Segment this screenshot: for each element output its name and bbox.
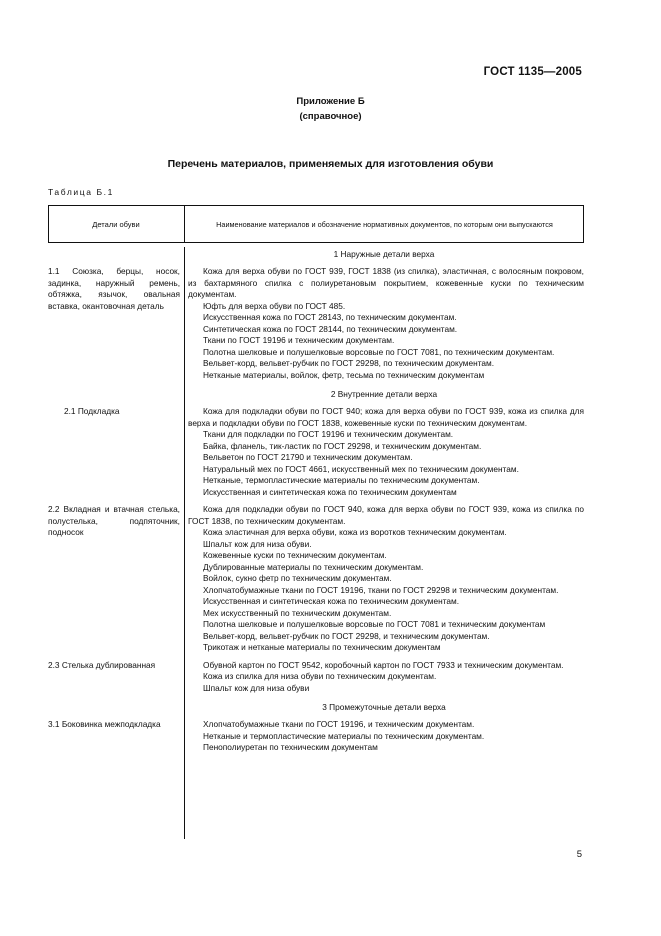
material-line: Хлопчатобумажные ткани по ГОСТ 19196, ткани по ГОСТ 29298 и техническим документам. xyxy=(203,584,559,595)
part-name: 2.2 Вкладная и втачная стелька, полустелька, подпяточник, подносок xyxy=(48,504,180,537)
material-line: Обувной картон по ГОСТ 9542, коробочный картон по ГОСТ 7933 и техническим документам. xyxy=(203,659,564,670)
material-line: Искусственная кожа по ГОСТ 28143, по техническим документам. xyxy=(203,312,457,322)
table-row xyxy=(48,719,584,754)
column-header-materials: Наименование материалов и обозначение нормативных документов, по которым они выпускаются xyxy=(216,219,553,229)
material-line: Нетканые, термопластические материалы по техническим документам. xyxy=(203,475,480,485)
material-line: Мех искусственный по техническим документам. xyxy=(203,607,392,618)
part-name: 3.1 Боковинка межподкладка xyxy=(48,719,161,729)
materials-table xyxy=(48,205,584,760)
material-line: Натуральный мех по ГОСТ 4661, искусственный мех по техническим документам. xyxy=(203,463,519,474)
table-row xyxy=(48,504,584,654)
material-line: Кожа для верха обуви по ГОСТ 939, ГОСТ 1838 (из спилка), эластичная, с волосяным покровом, из бахтармяного спилка с полиуретановым покрытием, кожевенные куски по техническим документам. xyxy=(188,266,584,299)
material-line: Нетканые материалы, войлок, фетр, тесьма по техническим документам xyxy=(203,369,485,380)
material-line: Юфть для верха обуви по ГОСТ 485. xyxy=(203,300,346,311)
appendix-heading xyxy=(0,94,661,124)
material-line: Войлок, сукно фетр по техническим документам. xyxy=(203,573,392,583)
material-line: Кожа из спилка для низа обуви по техническим документам. xyxy=(203,671,437,681)
table-row xyxy=(48,266,584,381)
material-line: Пенополиуретан по техническим документам xyxy=(203,742,378,752)
materials-cell xyxy=(184,719,584,754)
column-divider xyxy=(184,247,185,839)
material-line: Кожа для подкладки обуви по ГОСТ 940; кожа для верха обуви по ГОСТ 939, кожа из спилка для верха и подкладки обуви по ГОСТ 1838, кожевенные куски по техническим документам. xyxy=(188,406,584,428)
material-line: Кожевенные куски по техническим документам. xyxy=(203,550,387,560)
material-line: Трикотаж и нетканые материалы по техническим документам xyxy=(203,642,441,652)
part-name: 2.1 Подкладка xyxy=(64,406,120,416)
part-name: 1.1 Союзка, берцы, носок, задинка, наружный ремень, обтяжка, язычок, овальная вставка, окантовочная деталь xyxy=(48,266,180,311)
material-line: Байка, фланель, тик-ластик по ГОСТ 29298, и техническим документам. xyxy=(203,440,482,451)
section-title: 3 Промежуточные детали верха xyxy=(322,702,446,712)
table-row xyxy=(48,660,584,695)
material-line: Искусственная и синтетическая кожа по техническим документам xyxy=(203,486,457,497)
material-line: Шпальт кож для низа обуви xyxy=(203,682,310,693)
section-title: 1 Наружные детали верха xyxy=(333,249,435,259)
material-line: Хлопчатобумажные ткани по ГОСТ 19196, и техническим документам. xyxy=(203,719,475,729)
page-title: Перечень материалов, применяемых для изготовления обуви xyxy=(167,158,494,170)
document-code: ГОСТ 1135—2005 xyxy=(483,66,582,78)
material-line: Вельвет-корд, вельвет-рубчик по ГОСТ 29298, по техническим документам. xyxy=(203,358,495,368)
part-name: 2.3 Стелька дублированная xyxy=(48,659,156,670)
material-line: Полотна шелковые и полушелковые ворсовые по ГОСТ 7081, по техническим документам. xyxy=(203,346,555,357)
material-line: Дублированные материалы по техническим документам. xyxy=(203,561,424,572)
column-header-parts: Детали обуви xyxy=(48,206,185,242)
materials-cell xyxy=(184,266,584,381)
material-line: Вельвет-корд, вельвет-рубчик по ГОСТ 29298, и техническим документам. xyxy=(203,630,490,641)
materials-cell xyxy=(184,660,584,695)
material-line: Кожа для подкладки обуви по ГОСТ 940, кожа для верха обуви по ГОСТ 939, кожа из спилка по ГОСТ 1838, по техническим документам. xyxy=(188,504,584,526)
material-line: Искусственная и синтетическая кожа по техническим документам. xyxy=(203,596,460,606)
material-line: Нетканые и термопластические материалы по техническим документам. xyxy=(203,730,485,741)
material-line: Вельветон по ГОСТ 21790 и техническим документам. xyxy=(203,452,413,462)
appendix-label: Приложение Б xyxy=(296,96,365,107)
material-line: Синтетическая кожа по ГОСТ 28144, по техническим документам. xyxy=(203,323,458,334)
table-body xyxy=(48,247,584,754)
table-caption: Таблица Б.1 xyxy=(48,187,114,197)
section-title: 2 Внутренние детали верха xyxy=(330,389,438,399)
materials-cell xyxy=(184,504,584,654)
material-line: Кожа эластичная для верха обуви, кожа из воротков техническим документам. xyxy=(203,527,507,537)
table-header xyxy=(48,205,584,243)
material-line: Полотна шелковые и полушелковые ворсовые по ГОСТ 7081 и техническим документам xyxy=(203,619,546,629)
table-row xyxy=(48,406,584,498)
material-line: Шпальт кож для низа обуви. xyxy=(203,538,312,549)
appendix-note: (справочное) xyxy=(299,111,362,122)
page-number: 5 xyxy=(576,849,582,860)
material-line: Ткани по ГОСТ 19196 и техническим документам. xyxy=(203,335,395,345)
material-line: Ткани для подкладки по ГОСТ 19196 и техническим документам. xyxy=(203,429,454,439)
materials-cell xyxy=(184,406,584,498)
